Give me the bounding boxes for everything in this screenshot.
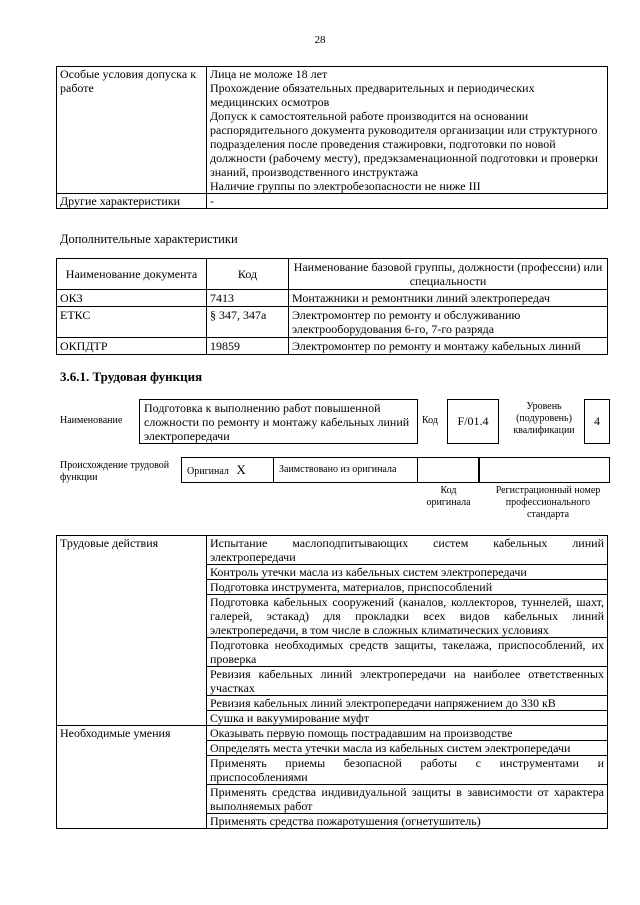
column-header: Код	[207, 259, 289, 290]
function-code-box	[447, 399, 499, 444]
page-number: 28	[314, 34, 326, 46]
table-cell: Электромонтер по ремонту и обслуживанию электрооборудования 6-го, 7-го разряда	[289, 307, 608, 338]
labor-action-item: Контроль утечки масла из кабельных систем электропередачи	[207, 565, 608, 580]
function-name-box	[139, 399, 418, 444]
table-cell: Монтажники и ремонтники линий электропередач	[289, 290, 608, 307]
table-cell: § 347, 347а	[207, 307, 289, 338]
labor-action-item: Ревизия кабельных линий электропередачи на наиболее ответственных участках	[207, 667, 608, 696]
other-characteristics-label: Другие характеристики	[57, 194, 207, 209]
registration-number-box	[479, 457, 610, 483]
table-row	[57, 307, 608, 338]
origin-code-caption: Код оригинала	[426, 485, 471, 508]
registration-caption: Регистрационный номер профессионального стандарта	[495, 485, 601, 520]
skill-item: Оказывать первую помощь пострадавшим на производстве	[207, 726, 608, 741]
original-label: Оригинал	[187, 466, 229, 477]
table-cell: Электромонтер по ремонту и монтажу кабельных линий	[289, 338, 608, 355]
special-conditions-values	[207, 67, 608, 194]
special-conditions-label: Особые условия допуска к работе	[57, 67, 207, 194]
function-title: 3.6.1. Трудовая функция	[60, 369, 203, 384]
condition-line: Допуск к самостоятельной работе производится на основании распорядительного документа руководителя организации или структурного подразделения после проведения стажировки, подготовки по новой должности (рабочему месту), предэкзаменационной подготовки и проверки знаний, производственного инструктажа	[210, 109, 598, 179]
labor-action-item: Подготовка необходимых средств защиты, такелажа, приспособлений, их проверка	[207, 638, 608, 667]
column-header: Наименование документа	[57, 259, 207, 290]
table-row	[57, 536, 608, 565]
table-row	[57, 290, 608, 307]
additional-heading: Дополнительные характеристики	[60, 232, 238, 246]
table-cell: 19859	[207, 338, 289, 355]
labor-action-item: Сушка и вакуумирование муфт	[207, 711, 608, 726]
table-cell: ОКПДТР	[57, 338, 207, 355]
code-label: Код	[422, 415, 438, 426]
condition-line: Прохождение обязательных предварительных и периодических медицинских осмотров	[210, 81, 535, 109]
skill-item: Применять средства индивидуальной защиты в зависимости от характера выполняемых работ	[207, 785, 608, 814]
level-value: 4	[594, 414, 600, 428]
column-header: Наименование базовой группы, должности (профессии) или специальности	[289, 259, 608, 290]
original-mark: X	[236, 462, 246, 477]
additional-table	[56, 258, 608, 355]
origin-code-box	[418, 457, 479, 483]
skill-item: Применять приемы безопасной работы с инструментами и приспособлениями	[207, 756, 608, 785]
conditions-table	[56, 66, 608, 209]
origin-label: Происхождение трудовой функции	[60, 460, 170, 483]
labor-action-item: Подготовка инструмента, материалов, приспособлений	[207, 580, 608, 595]
borrowed-label: Заимствовано из оригинала	[279, 464, 397, 475]
table-row	[57, 194, 608, 209]
skill-item: Применять средства пожаротушения (огнетушитель)	[207, 814, 608, 829]
condition-line: Наличие группы по электробезопасности не ниже III	[210, 179, 481, 193]
actions-skills-table	[56, 535, 608, 829]
labor-action-item: Испытание маслоподпитывающих систем кабельных линий электропередачи	[207, 536, 608, 565]
condition-line: Лица не моложе 18 лет	[210, 67, 328, 81]
borrowed-box	[273, 457, 418, 483]
skills-label: Необходимые умения	[57, 726, 207, 829]
table-row	[57, 726, 608, 741]
table-header-row	[57, 259, 608, 290]
labor-action-item: Подготовка кабельных сооружений (каналов, коллекторов, туннелей, шахт, галерей, эстакад) для прокладки всех видов кабельных линий электропередачи, в том числе в сложных климатических условиях	[207, 595, 608, 638]
labor-action-item: Ревизия кабельных линий электропередачи напряжением до 330 кВ	[207, 696, 608, 711]
function-code: F/01.4	[457, 414, 489, 428]
table-row	[57, 67, 608, 194]
other-characteristics-value: -	[207, 194, 608, 209]
original-box	[181, 457, 273, 483]
table-cell: ОКЗ	[57, 290, 207, 307]
name-label: Наименование	[60, 415, 123, 426]
function-name: Подготовка к выполнению работ повышенной сложности по ремонту и монтажу кабельных линий электропередачи	[144, 401, 410, 443]
level-box	[584, 399, 610, 444]
table-row	[57, 338, 608, 355]
table-cell: 7413	[207, 290, 289, 307]
labor-actions-label: Трудовые действия	[57, 536, 207, 726]
level-label: Уровень (подуровень) квалификации	[513, 401, 575, 436]
skill-item: Определять места утечки масла из кабельных систем электропередачи	[207, 741, 608, 756]
table-cell: ЕТКС	[57, 307, 207, 338]
